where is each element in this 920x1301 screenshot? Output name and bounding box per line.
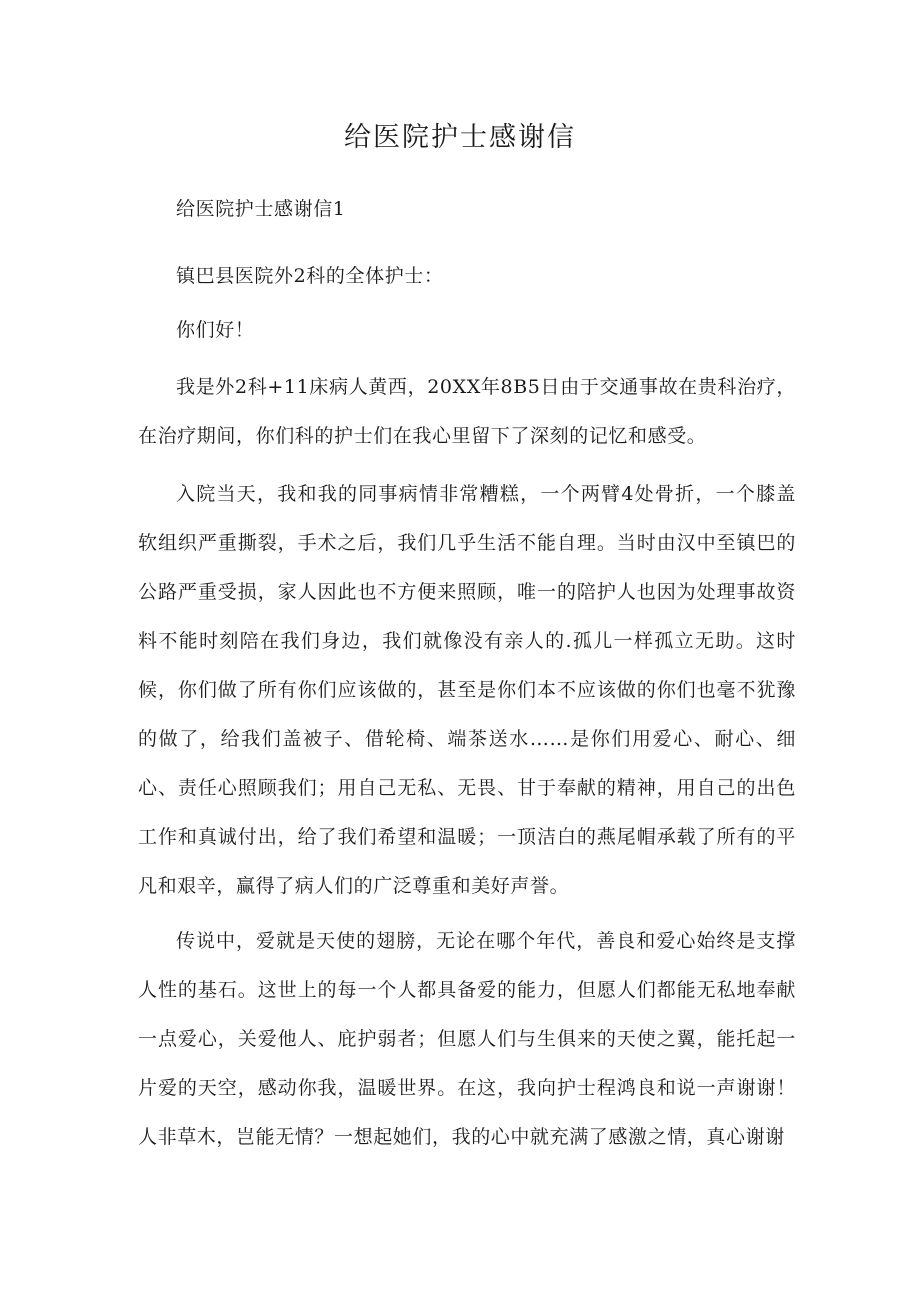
paragraph-intro: 我是外2科+11床病人黄西，20XX年8B5日由于交通事故在贵科治疗，在治疗期间，你们科的护士们在我心里留下了深刻的记忆和感受。 bbox=[138, 376, 796, 447]
letter-salutation: 镇巴县医院外2科的全体护士： bbox=[176, 265, 444, 287]
paragraph-thanks: 传说中，爱就是天使的翅膀，无论在哪个年代，善良和爱心始终是支撑人性的基石。这世上的每一个人都具备爱的能力，但愿人们都能无私地奉献一点爱心，关爱他人、庇护弱者；但愿人们与生俱来的天使之翼，能托起一片爱的天空，感动你我，温暖世界。在这，我向护士程鸿良和说一声谢谢！人非草木，岂能无情？一想起她们，我的心中就充满了感激之情，真心谢谢 bbox=[138, 930, 796, 1148]
letter-heading: 给医院护士感谢信1 bbox=[176, 198, 346, 220]
paragraph-hospital-stay: 入院当天，我和我的同事病情非常糟糕，一个两臂4处骨折，一个膝盖软组织严重撕裂，手术之后，我们几乎生活不能自理。当时由汉中至镇巴的公路严重受损，家人因此也不方便来照顾，唯一的陪护人也因为处理事故资料不能时刻陪在我们身边，我们就像没有亲人的.孤儿一样孤立无助。这时候，你们做了所有你们应该做的，甚至是你们本不应该做的你们也毫不犹豫的做了，给我们盖被子、借轮椅、端茶送水……是你们用爱心、耐心、细心、责任心照顾我们；用自己无私、无畏、甘于奉献的精神，用自己的出色工作和真诚付出，给了我们希望和温暖；一顶洁白的燕尾帽承载了所有的平凡和艰辛，赢得了病人们的广泛尊重和美好声誉。 bbox=[138, 483, 796, 897]
letter-greeting: 你们好！ bbox=[176, 319, 255, 341]
document-title: 给医院护士感谢信 bbox=[344, 122, 576, 153]
